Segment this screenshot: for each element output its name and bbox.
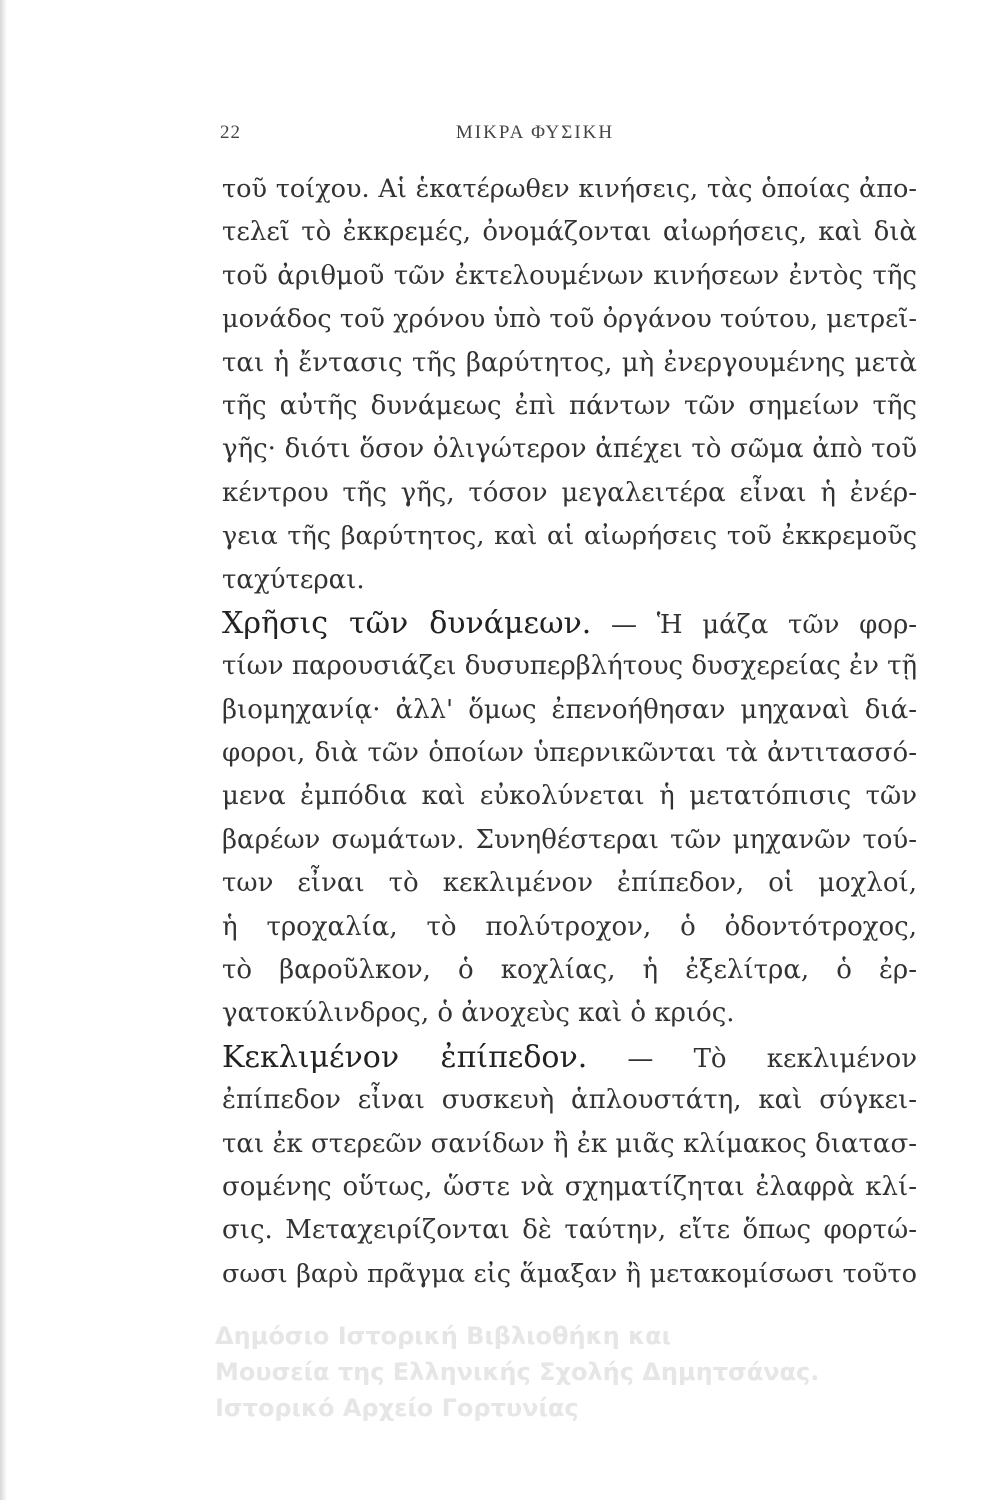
line-text: φοροι, διὰ τῶν ὁποίων ὑπερνικῶνται τὰ ἀντιτασσό- [222, 738, 917, 769]
page-edge-shadow [0, 0, 7, 1500]
line-text: ἡ τροχαλία, τὸ πολύτροχον, ὁ ὀδοντότροχος, [222, 911, 917, 942]
line-text: ται ἡ ἔντασις τῆς βαρύτητος, μὴ ἐνεργουμένης μετὰ [222, 347, 917, 378]
text-line [222, 775, 917, 818]
text-line [222, 819, 917, 862]
section-heading: Κεκλιμένον ἐπίπεδον. [222, 1039, 588, 1075]
line-text: γεια τῆς βαρύτητος, καὶ αἱ αἰωρήσεις τοῦ ἐκκρεμοῦς [222, 521, 917, 552]
line-text: σωσι βαρὺ πρᾶγμα εἰς ἅμαξαν ἢ μετακομίσωσι τοῦτο [222, 1258, 917, 1289]
line-text: μενα ἐμπόδια καὶ εὐκολύνεται ἡ μετατόπισις τῶν [222, 781, 917, 812]
line-text: βαρέων σωμάτων. Συνηθέστεραι τῶν μηχανῶν τού- [222, 824, 917, 855]
text-line [222, 515, 917, 558]
text-line [222, 255, 917, 298]
text-line [222, 862, 917, 905]
text-line [222, 211, 917, 254]
line-text: κέντρου τῆς γῆς, τόσον μεγαλειτέρα εἶναι ἡ ἐνέρ- [222, 477, 917, 508]
watermark-line: Δημόσιο Ιστορική Βιβλιοθήκη και [215, 1322, 671, 1350]
line-text: ται ἐκ στερεῶν σανίδων ἢ ἐκ μιᾶς κλίμακος διατασ- [222, 1128, 917, 1159]
line-text: τῆς αὐτῆς δυνάμεως ἐπὶ πάντων τῶν σημείων τῆς [222, 390, 917, 421]
line-text: ταχύτεραι. [222, 564, 365, 595]
line-text: — Τὸ κεκλιμένον [627, 1043, 918, 1074]
text-line [222, 949, 917, 992]
line-text: ἐπίπεδον εἶναι συσκευὴ ἁπλουστάτη, καὶ σύγκει- [222, 1085, 917, 1116]
text-line [222, 1166, 917, 1209]
text-line [222, 342, 917, 385]
text-line [222, 602, 917, 645]
line-text: των εἶναι τὸ κεκλιμένον ἐπίπεδον, οἱ μοχλοί, [222, 868, 917, 899]
text-line [222, 1209, 917, 1252]
text-line [222, 732, 917, 775]
text-line [222, 472, 917, 515]
text-line [222, 428, 917, 471]
text-line [222, 1123, 917, 1166]
line-text: σις. Μεταχειρίζονται δὲ ταύτην, εἴτε ὅπως φορτώ- [222, 1215, 917, 1246]
section-heading: Χρῆσις τῶν δυνάμεων. [222, 605, 592, 641]
line-text: σομένης οὕτως, ὥστε νὰ σχηματίζηται ἐλαφρὰ κλί- [222, 1171, 917, 1202]
text-line [222, 559, 917, 602]
line-text: μονάδος τοῦ χρόνου ὑπὸ τοῦ ὀργάνου τούτου, μετρεῖ- [222, 304, 917, 335]
line-text: τελεῖ τὸ ἐκκρεμές, ὀνομάζονται αἰωρήσεις, καὶ διὰ [222, 217, 917, 248]
line-text: βιομηχανίᾳ· ἀλλ' ὅμως ἐπενοήθησαν μηχαναὶ διά- [222, 694, 917, 725]
line-text: τὸ βαροῦλκον, ὁ κοχλίας, ἡ ἐξελίτρα, ὁ ἐρ- [222, 955, 917, 986]
line-text: — Ἡ μάζα τῶν φορ- [611, 609, 918, 640]
text-line [222, 645, 917, 688]
text-line [222, 298, 917, 341]
text-line [222, 992, 917, 1035]
text-line [222, 168, 917, 211]
text-line [222, 1079, 917, 1122]
text-line [222, 385, 917, 428]
line-text: γατοκύλινδρος, ὁ ἀνοχεὺς καὶ ὁ κριός. [222, 998, 735, 1029]
watermark-line: Ιστορικό Αρχείο Γορτυνίας [215, 1394, 579, 1422]
running-title: ΜΙΚΡΑ ΦΥΣΙΚΗ [455, 122, 615, 143]
page-number: 22 [220, 122, 241, 143]
line-text: τίων παρουσιάζει δυσυπερβλήτους δυσχερείας ἐν τῇ [222, 651, 918, 682]
line-text: γῆς· διότι ὅσον ὀλιγώτερον ἀπέχει τὸ σῶμα ἀπὸ τοῦ [222, 434, 917, 465]
library-watermark [215, 1318, 995, 1426]
text-line [222, 1036, 917, 1079]
line-text: τοῦ τοίχου. Αἱ ἑκατέρωθεν κινήσεις, τὰς ὁποίας ἀπο- [222, 174, 917, 204]
text-line [222, 1253, 917, 1296]
body-text [222, 168, 917, 1296]
text-line [222, 689, 917, 732]
watermark-line: Μουσεία της Ελληνικής Σχολής Δημητσάνας. [215, 1358, 820, 1386]
text-line [222, 906, 917, 949]
line-text: τοῦ ἀριθμοῦ τῶν ἐκτελουμένων κινήσεων ἐντὸς τῆς [222, 260, 917, 291]
running-head [220, 122, 850, 152]
